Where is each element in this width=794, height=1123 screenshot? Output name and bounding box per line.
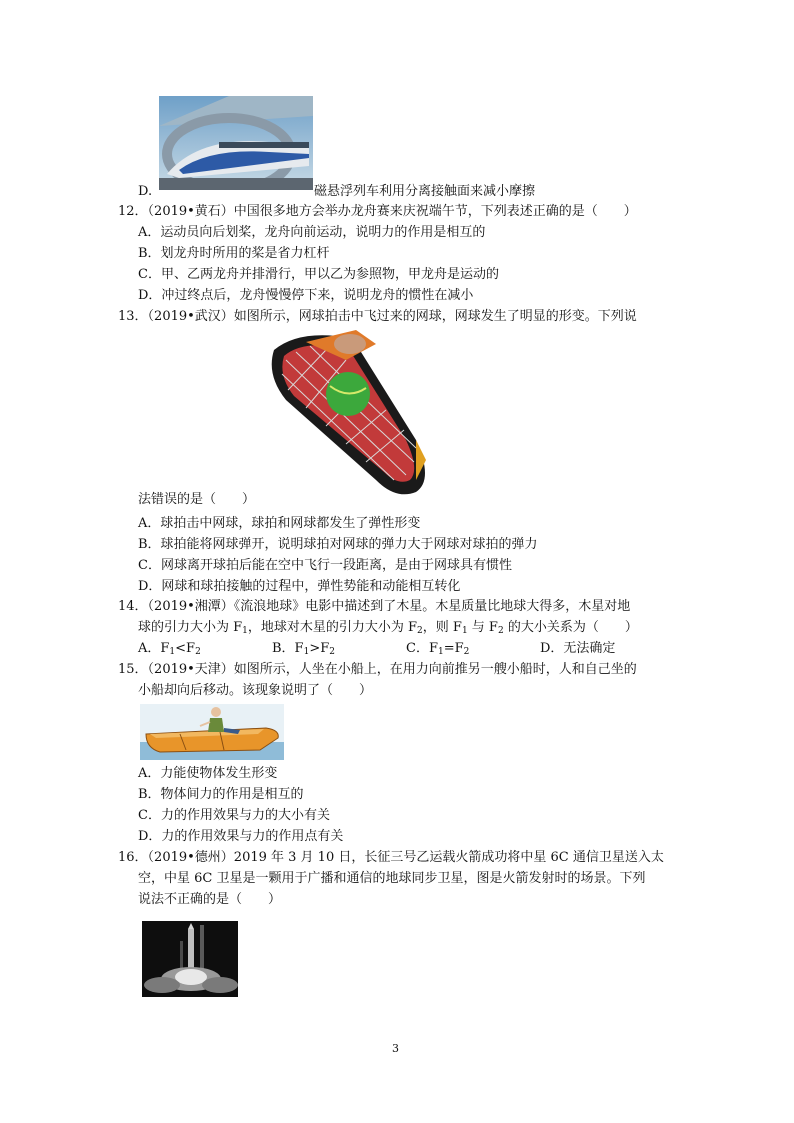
q13-stem-line2: 法错误的是（ ）	[138, 492, 256, 507]
q12-option-b: B．划龙舟时所用的桨是省力杠杆	[138, 246, 330, 261]
q15-stem-line2: 小船却向后移动。该现象说明了（ ）	[138, 683, 373, 698]
q15-option-a: A．力能使物体发生形变	[138, 766, 278, 781]
q14-stem-line2: 球的引力大小为 $F_1$，地球对木星的引力大小为 $F_2$，则 $F_1$ 与 $F_2$ 的大小关系为（ ）	[138, 620, 638, 636]
q15-option-c: C．力的作用效果与力的大小有关	[138, 808, 330, 823]
q11-option-d-text: 磁悬浮列车利用分离接触面来减小摩擦	[314, 184, 536, 199]
q13-option-b: B．球拍能将网球弹开，说明球拍对网球的弹力大于网球对球拍的弹力	[138, 537, 538, 552]
tennis-racket-image	[266, 330, 434, 498]
q12-option-c: C．甲、乙两龙舟并排滑行，甲以乙为参照物，甲龙舟是运动的	[138, 267, 499, 282]
q15-option-b: B．物体间力的作用是相互的	[138, 787, 304, 802]
q13-option-a: A．球拍击中网球，球拍和网球都发生了弹性形变	[138, 516, 421, 531]
boat-image	[140, 704, 284, 760]
q12-stem: 12．（2019•黄石）中国很多地方会举办龙舟赛来庆祝端午节，下列表述正确的是（ ）	[118, 204, 637, 219]
q15-stem-line1: 15．（2019•天津）如图所示，人坐在小船上，在用力向前推另一艘小船时，人和自己坐的	[118, 662, 637, 677]
q11-option-d-label: D.	[138, 184, 153, 199]
rocket-launch-image	[142, 921, 238, 997]
q15-option-d: D．力的作用效果与力的作用点有关	[138, 829, 344, 844]
q13-stem-line1: 13．（2019•武汉）如图所示，网球拍击中飞过来的网球，网球发生了明显的形变。下列说	[118, 309, 637, 324]
q12-option-a: A．运动员向后划桨，龙舟向前运动，说明力的作用是相互的	[138, 225, 486, 240]
q13-option-c: C．网球离开球拍后能在空中飞行一段距离，是由于网球具有惯性	[138, 558, 512, 573]
q16-stem-line1: 16．（2019•德州）2019 年 3 月 10 日，长征三号乙运载火箭成功将中星 6C 通信卫星送入太	[118, 850, 664, 865]
q12-option-d: D．冲过终点后，龙舟慢慢停下来，说明龙舟的惯性在减小	[138, 288, 474, 303]
q14-option-b: B．$F_1>F_2$	[272, 641, 335, 657]
q14-stem-line1: 14．（2019•湘潭）《流浪地球》电影中描述到了木星。木星质量比地球大得多，木星对地	[118, 599, 631, 614]
page-number: 3	[392, 1042, 399, 1055]
maglev-train-image	[159, 96, 313, 190]
q13-option-d: D．网球和球拍接触的过程中，弹性势能和动能相互转化	[138, 579, 461, 594]
q14-option-a: A．$F_1<F_2$	[138, 641, 201, 657]
q16-stem-line2: 空，中星 6C 卫星是一颗用于广播和通信的地球同步卫星，图是火箭发射时的场景。下列	[138, 871, 646, 886]
q16-stem-line3: 说法不正确的是（ ）	[138, 892, 282, 907]
q14-option-c: C．$F_1=F_2$	[406, 641, 470, 657]
q14-option-d: D．无法确定	[540, 641, 616, 656]
